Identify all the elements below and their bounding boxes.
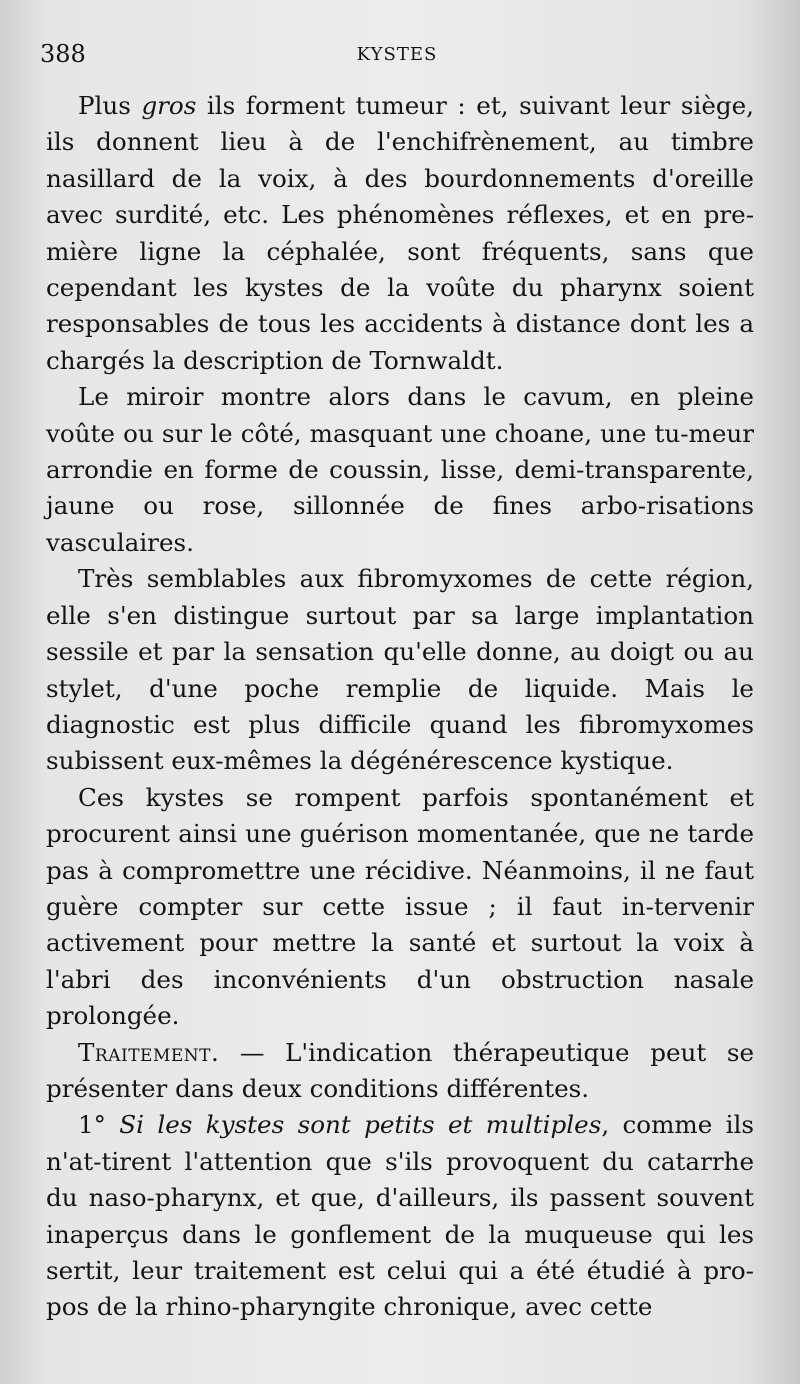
paragraph-6: 1° Si les kystes sont petits et multiples, comme ils n'at-tirent l'attention que s'ils provoquent du catarrhe du naso-pharynx, et que, d'ailleurs, ils passent souvent inaperçus dans le gonflement de la muqueuse qui les sertit, leur traitement est celui qui a été étudié à pro-pos de la rhino-pharyngite chronique, avec cette [46,1110,754,1322]
chapter-title: KYSTES [356,44,438,65]
running-head [40,40,754,74]
page-number: 388 [40,40,86,68]
paragraph-5-treatment: Traitement. — L'indication thérapeutique peut se présenter dans deux conditions différentes. [46,1037,754,1103]
paragraph-4: Ces kystes se rompent parfois spontanément et procurent ainsi une guérison momentanée, que ne tarde pas à compromettre une récidive. Néanmoins, il ne faut guère compter sur cette issue ; il faut in-tervenir activement pour mettre la santé et surtout la voix à l'abri des inconvénients d'un obstruction nasale prolongée. [46,782,754,1031]
text-body [46,88,754,1326]
italic-word: gros [141,91,197,120]
paragraph-2: Le miroir montre alors dans le cavum, en pleine voûte ou sur le côté, masquant une choane, une tu-meur arrondie en forme de coussin, lisse, demi-transparente, jaune ou rose, sillonnée de fines arbo-risations vasculaires. [46,382,754,557]
italic-phrase: Si les kystes sont petits et multiples [119,1110,602,1140]
paragraph-1: Plus gros ils forment tumeur : et, suivant leur siège, ils donnent lieu à de l'enchifrènement, au timbre nasillard de la voix, à des bourdonnements d'oreille avec surdité, etc. Les phénomènes réflexes, et en pre-mière ligne la céphalée, sont fréquents, sans que cependant les kystes de la voûte du pharynx soient responsables de tous les accidents à distance dont les a chargés la description de Tornwaldt. [46,91,754,375]
paragraph-3: Très semblables aux fibromyxomes de cette région, elle s'en distingue surtout par sa large implantation sessile et par la sensation qu'elle donne, au doigt ou au stylet, d'une poche remplie de liquide. Mais le diagnostic est plus difficile quand les fibromyxomes subissent eux-mêmes la dégénérescence kystique. [46,564,754,776]
section-label: Traitement. [78,1037,220,1067]
